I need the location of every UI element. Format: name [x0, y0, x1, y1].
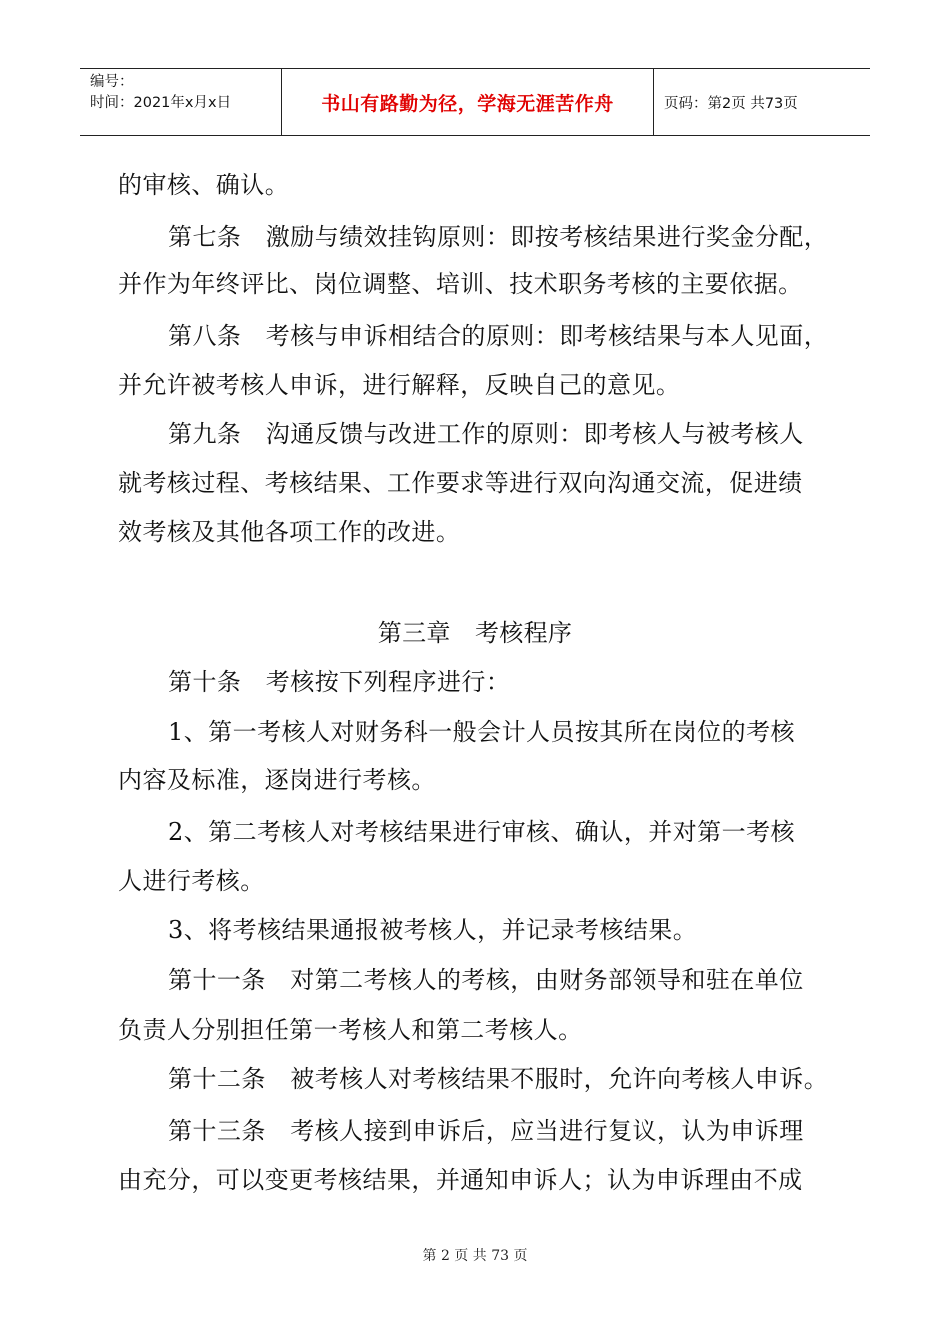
header-motto: 书山有路勤为径，学海无涯苦作舟 — [282, 69, 654, 135]
procedure-step-1: 1、第一考核人对财务科一般会计人员按其所在岗位的考核 — [168, 718, 795, 746]
article-11-line: 第十一条 对第二考核人的考核，由财务部领导和驻在单位 — [168, 966, 804, 994]
article-13-line: 第十三条 考核人接到申诉后，应当进行复议，认为申诉理 — [168, 1117, 804, 1145]
document-number-label: 编号： — [90, 74, 134, 90]
body-line: 负责人分别担任第一考核人和第二考核人。 — [118, 1016, 583, 1044]
article-12-line: 第十二条 被考核人对考核结果不服时，允许向考核人申诉。 — [168, 1065, 829, 1093]
article-8-line: 第八条 考核与申诉相结合的原则：即考核结果与本人见面， — [168, 322, 829, 350]
document-date-label: 时间：2021年x月x日 — [90, 95, 232, 111]
procedure-step-2: 2、第二考核人对考核结果进行审核、确认，并对第一考核 — [168, 818, 795, 846]
page-header — [80, 68, 870, 136]
page-footer: 第 2 页 共 73 页 — [422, 1248, 528, 1264]
body-line: 并作为年终评比、岗位调整、培训、技术职务考核的主要依据。 — [118, 270, 803, 298]
body-line: 由充分，可以变更考核结果，并通知申诉人；认为申诉理由不成 — [118, 1166, 803, 1194]
procedure-step-3: 3、将考核结果通报被考核人，并记录考核结果。 — [168, 916, 698, 944]
chapter-heading: 第三章 考核程序 — [377, 619, 573, 647]
header-page-info: 页码：第2页 共73页 — [664, 95, 798, 112]
body-line: 并允许被考核人申诉，进行解释，反映自己的意见。 — [118, 371, 681, 399]
article-7-line: 第七条 激励与绩效挂钩原则：即按考核结果进行奖金分配， — [168, 223, 829, 251]
article-9-line: 第九条 沟通反馈与改进工作的原则：即考核人与被考核人 — [168, 420, 804, 448]
body-line: 就考核过程、考核结果、工作要求等进行双向沟通交流，促进绩 — [118, 469, 803, 497]
header-meta — [80, 69, 282, 135]
article-10-line: 第十条 考核按下列程序进行： — [168, 668, 511, 696]
body-line: 效考核及其他各项工作的改进。 — [118, 518, 461, 546]
body-line: 的审核、确认。 — [118, 171, 290, 199]
body-line: 内容及标准，逐岗进行考核。 — [118, 766, 436, 794]
body-line: 人进行考核。 — [118, 867, 265, 895]
